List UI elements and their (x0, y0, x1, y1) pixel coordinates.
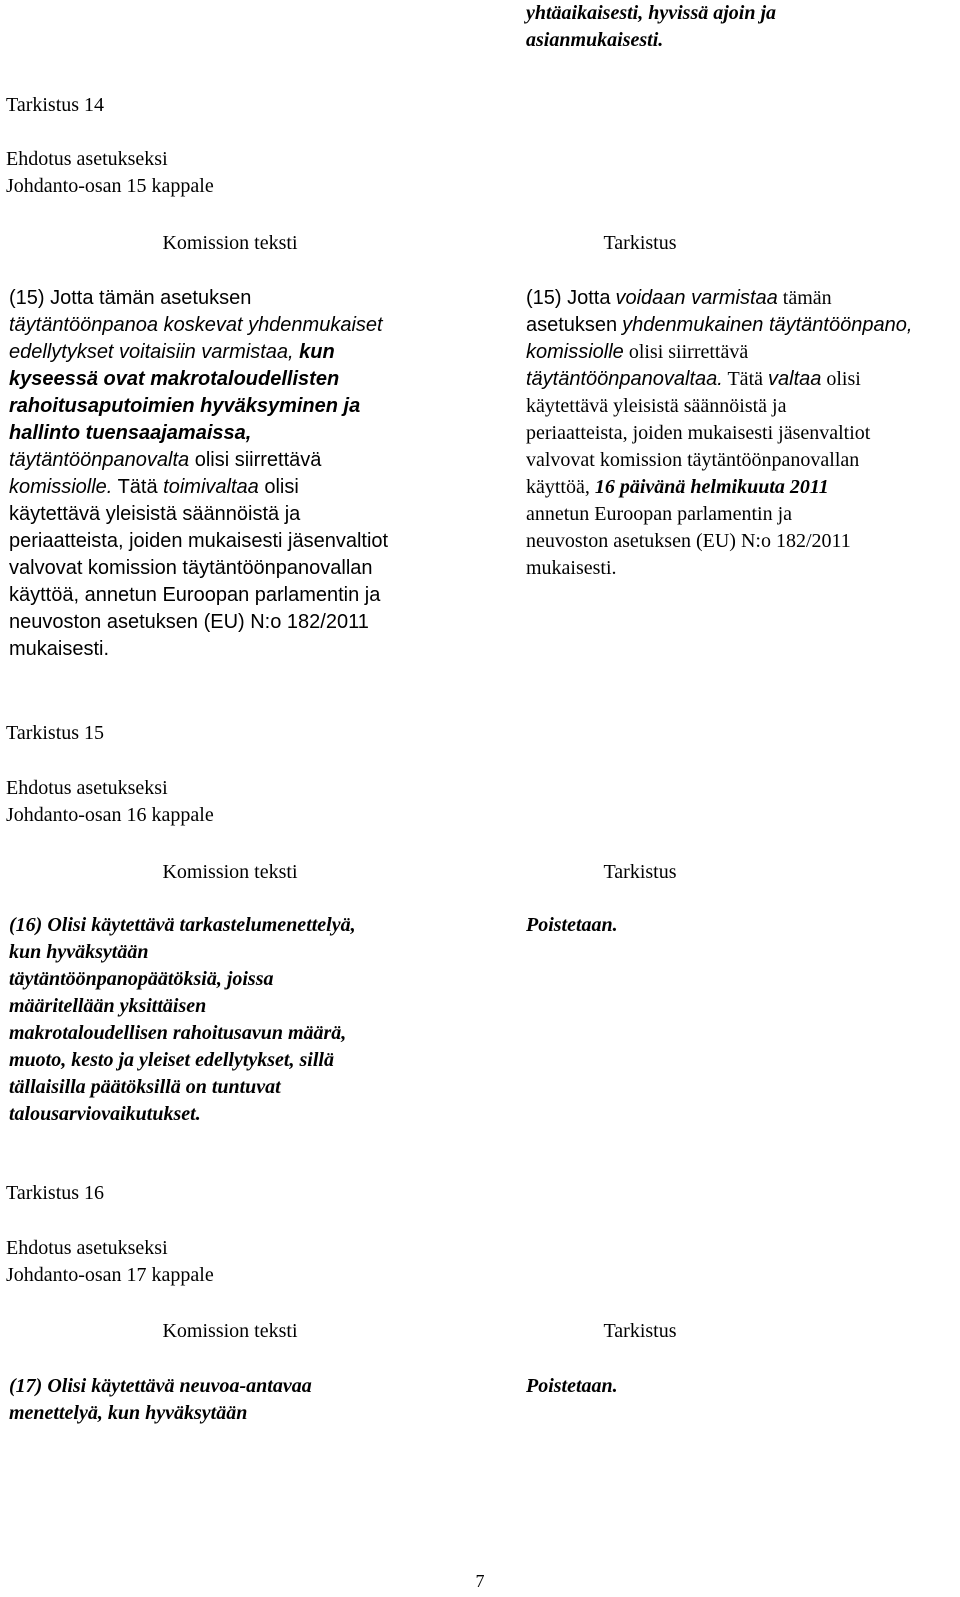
text-span: täytäntöönpanovaltaa. (526, 368, 723, 390)
text-line (9, 447, 439, 474)
amendment-15-commission-text (9, 912, 439, 1128)
text-span: voidaan varmistaa (615, 287, 778, 309)
text-span: tämän (782, 287, 832, 309)
continuation-line: yhtäaikaisesti, hyvissä ajoin ja (526, 2, 777, 24)
text-line: kyseessä ovat makrotaloudellisten (9, 368, 340, 390)
text-span: komissiolle. (9, 476, 113, 498)
amendment-15-header (6, 720, 104, 747)
text-line: (17) Olisi käytettävä neuvoa-antavaa (9, 1375, 312, 1397)
text-line (526, 366, 956, 393)
text-span: täytäntöönpanovalta (9, 449, 190, 471)
text-line: valvovat komission täytäntöönpanovallan (526, 449, 860, 471)
text-span: komissiolle (526, 341, 624, 363)
text-line: periaatteista, joiden mukaisesti jäsenvaltiot (9, 530, 389, 552)
text-span: kun (299, 341, 335, 363)
text-line: täytäntöönpanopäätöksiä, joissa (9, 968, 274, 990)
text-line (526, 312, 956, 339)
amendment-14-header (6, 92, 104, 119)
reference-label: Johdanto-osan 17 kappale (6, 1264, 214, 1286)
text-span: olisi siirrettävä (628, 341, 749, 363)
text-span: edellytykset voitaisiin varmistaa, (9, 341, 294, 363)
continuation-line: asianmukaisesti. (526, 29, 664, 51)
text-line: mukaisesti. (526, 557, 617, 579)
text-line: makrotaloudellisen rahoitusavun määrä, (9, 1022, 347, 1044)
amendment-header: Tarkistus (603, 1320, 677, 1342)
continuation-text (526, 0, 946, 54)
reference-label: Johdanto-osan 15 kappale (6, 175, 214, 197)
text-line: annetun Euroopan parlamentin ja (526, 503, 793, 525)
amendment-16-amendment-text (526, 1373, 956, 1400)
text-span: (15) Jotta (526, 287, 611, 309)
text-span: Tätä (117, 476, 158, 498)
text-span: olisi (264, 476, 299, 498)
proposal-label: Ehdotus asetukseksi (6, 777, 168, 799)
amendment-14-proposal (6, 146, 214, 200)
text-span: Tätä (727, 368, 763, 390)
deleted-label: Poistetaan. (526, 914, 618, 936)
amendment-16-commission-text (9, 1373, 439, 1427)
amendment-header: Tarkistus (603, 861, 677, 883)
text-span: valtaa (768, 368, 822, 390)
text-line (9, 339, 439, 366)
text-span: toimivaltaa (163, 476, 259, 498)
text-line: neuvoston asetuksen (EU) N:o 182/2011 (526, 530, 851, 552)
page-number: 7 (475, 1571, 485, 1591)
text-line: neuvoston asetuksen (EU) N:o 182/2011 (9, 611, 369, 633)
text-span: olisi siirrettävä (194, 449, 322, 471)
proposal-label: Ehdotus asetukseksi (6, 1237, 168, 1259)
text-line: tällaisilla päätöksillä on tuntuvat (9, 1076, 281, 1098)
proposal-label: Ehdotus asetukseksi (6, 148, 168, 170)
text-line: käytettävä yleisistä säännöistä ja (9, 503, 301, 525)
amendment-14-commission-text (9, 285, 439, 663)
text-line: täytäntöönpanoa koskevat yhdenmukaiset (9, 314, 383, 336)
text-span: asetuksen (526, 314, 618, 336)
text-line (526, 339, 956, 366)
text-line: (16) Olisi käytettävä tarkastelumenettelyä, (9, 914, 356, 936)
text-line: mukaisesti. (9, 638, 110, 660)
amendment-16-proposal (6, 1235, 214, 1289)
text-line: määritellään yksittäisen (9, 995, 207, 1017)
text-line: rahoitusaputoimien hyväksyminen ja (9, 395, 361, 417)
amendment-title: Tarkistus 14 (6, 94, 105, 116)
text-line: menettelyä, kun hyväksytään (9, 1402, 248, 1424)
amendment-15-amendment-text (526, 912, 956, 939)
text-line (526, 285, 956, 312)
commission-text-header: Komission teksti (162, 232, 298, 254)
text-line: (15) Jotta tämän asetuksen (9, 287, 252, 309)
text-line (9, 474, 439, 501)
amendment-title: Tarkistus 16 (6, 1182, 105, 1204)
amendment-16-header (6, 1180, 104, 1207)
text-span: 16 päivänä helmikuuta 2011 (594, 476, 829, 498)
text-line: muoto, kesto ja yleiset edellytykset, sillä (9, 1049, 334, 1071)
commission-text-header: Komission teksti (162, 861, 298, 883)
text-line: valvovat komission täytäntöönpanovallan (9, 557, 373, 579)
text-span: olisi (826, 368, 861, 390)
amendment-title: Tarkistus 15 (6, 722, 105, 744)
deleted-label: Poistetaan. (526, 1375, 618, 1397)
reference-label: Johdanto-osan 16 kappale (6, 804, 214, 826)
text-line: kun hyväksytään (9, 941, 149, 963)
text-line: periaatteista, joiden mukaisesti jäsenvaltiot (526, 422, 871, 444)
amendment-15-proposal (6, 775, 214, 829)
amendment-14-amendment-text (526, 285, 956, 582)
text-line: talousarviovaikutukset. (9, 1103, 201, 1125)
text-span: yhdenmukainen täytäntöönpano, (622, 314, 913, 336)
commission-text-header: Komission teksti (162, 1320, 298, 1342)
text-span: käyttöä, (526, 476, 590, 498)
text-line: käyttöä, annetun Euroopan parlamentin ja (9, 584, 381, 606)
text-line: hallinto tuensaajamaissa, (9, 422, 252, 444)
text-line: käytettävä yleisistä säännöistä ja (526, 395, 787, 417)
amendment-header: Tarkistus (603, 232, 677, 254)
text-line (526, 474, 956, 501)
